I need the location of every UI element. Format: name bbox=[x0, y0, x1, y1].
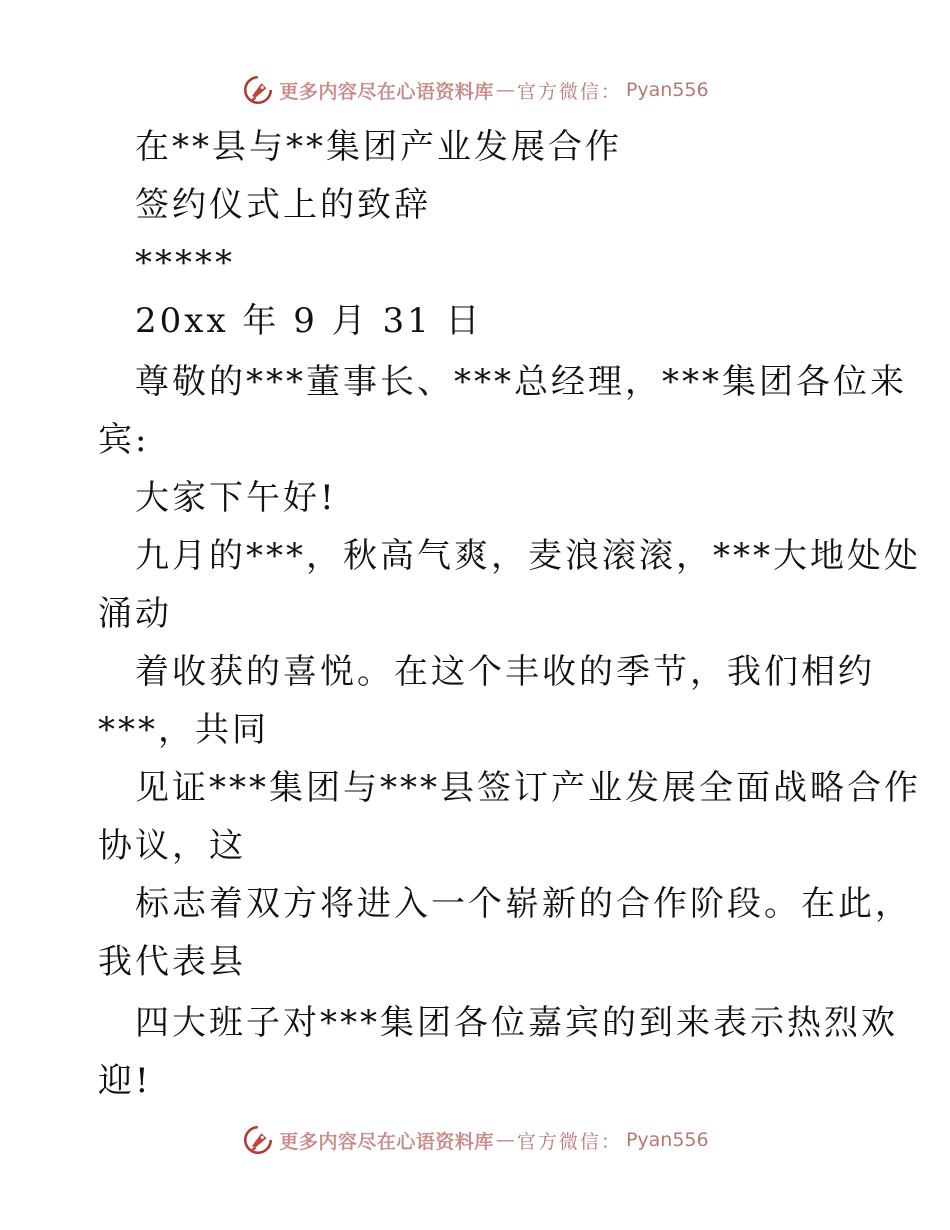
paragraph-line: 四大班子对***集团各位嘉宾的到来表示热烈欢 bbox=[135, 1003, 898, 1043]
title-line-1: 在**县与**集团产业发展合作 bbox=[135, 127, 622, 167]
banner-official-label: 官方微信： bbox=[516, 1130, 622, 1153]
paragraph-line: 九月的***，秋高气爽，麦浪滚滚，***大地处处 bbox=[135, 536, 921, 576]
pen-nib-logo-icon bbox=[241, 1123, 275, 1157]
date-line: 20xx 年 9 月 31 日 bbox=[135, 301, 483, 341]
banner-main-text: 更多内容尽在心语资料库 bbox=[279, 80, 494, 103]
paragraph-line: 迎! bbox=[98, 1061, 152, 1101]
author-line: ***** bbox=[135, 243, 235, 283]
banner-wechat-id: Pyan556 bbox=[625, 79, 709, 101]
banner-main-text: 更多内容尽在心语资料库 bbox=[279, 1130, 494, 1153]
title-line-2: 签约仪式上的致辞 bbox=[135, 185, 431, 225]
paragraph-line: 宾: bbox=[98, 420, 150, 460]
paragraph-line: 尊敬的***董事长、***总经理，***集团各位来 bbox=[135, 362, 907, 402]
paragraph-line: 见证***集团与***县签订产业发展全面战略合作 bbox=[135, 768, 921, 808]
paragraph-line: 协议，这 bbox=[98, 826, 246, 866]
paragraph-line: 我代表县 bbox=[98, 942, 246, 982]
banner-official-label: 官方微信： bbox=[516, 80, 622, 103]
banner-dash: — bbox=[495, 79, 515, 101]
footer-banner bbox=[0, 1120, 950, 1160]
paragraph-line: 涌动 bbox=[98, 594, 172, 634]
banner-wechat-id: Pyan556 bbox=[625, 1129, 709, 1151]
paragraph-line: 标志着双方将进入一个崭新的合作阶段。在此， bbox=[135, 884, 912, 924]
paragraph-line: 大家下午好! bbox=[135, 478, 337, 518]
paragraph-line: 着收获的喜悦。在这个丰收的季节，我们相约 bbox=[135, 652, 875, 692]
paragraph-line: ***，共同 bbox=[98, 710, 269, 750]
banner-dash: — bbox=[495, 1129, 515, 1151]
